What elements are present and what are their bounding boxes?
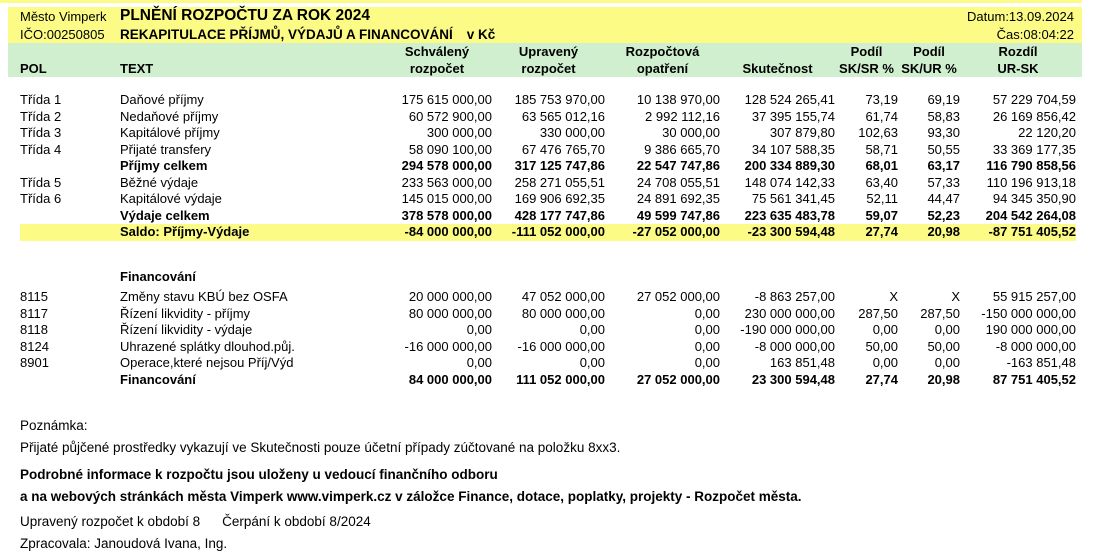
row-label: Nedaňové příjmy	[120, 108, 219, 124]
row-value: 110 196 913,18	[986, 174, 1076, 190]
row-pol: Třída 2	[20, 108, 62, 124]
budget-table	[20, 92, 1076, 241]
row-value: 87 751 405,52	[992, 371, 1076, 387]
top-yellow-strip	[0, 0, 1082, 3]
row-value: 50,00	[865, 338, 898, 354]
col-header-approved-top: Schválený	[404, 44, 470, 59]
table-row	[20, 158, 1076, 175]
row-value: 0,00	[694, 322, 720, 337]
header-line-1	[8, 7, 1082, 25]
table-row	[20, 125, 1076, 142]
table-row	[20, 224, 1076, 241]
row-value: X	[889, 289, 898, 304]
row-value: 0,00	[934, 355, 960, 370]
col-header-measures: opatření	[636, 61, 689, 76]
row-value: -8 000 000,00	[754, 338, 835, 354]
row-value: 428 177 747,86	[514, 207, 605, 223]
row-value: 61,74	[865, 108, 898, 124]
row-value: 300 000,00	[426, 125, 492, 140]
row-label: Řízení likvidity - výdaje	[120, 322, 253, 337]
row-value: 0,00	[934, 322, 960, 337]
report-time: Čas:08:04:22	[996, 26, 1074, 42]
row-value: 22 120,20	[1018, 125, 1076, 140]
row-value: 116 790 858,56	[986, 158, 1076, 173]
row-label: Běžné výdaje	[120, 174, 199, 190]
row-value: 24 891 692,35	[636, 191, 720, 206]
row-value: 111 052 000,00	[516, 371, 605, 387]
row-value: 175 615 000,00	[401, 92, 492, 107]
column-header-band	[8, 43, 1082, 77]
table-row	[20, 142, 1076, 159]
row-label: Daňové příjmy	[120, 92, 204, 107]
row-value: 57,33	[927, 174, 960, 190]
row-value: 63,40	[865, 174, 898, 190]
row-label: Změny stavu KBÚ bez OSFA	[120, 289, 288, 304]
col-header-share-ur: SK/UR %	[901, 61, 957, 76]
row-value: 0,00	[466, 355, 492, 370]
col-header-adjusted: rozpočet	[521, 61, 576, 76]
col-header-diff-top: Rozdíl	[998, 44, 1038, 59]
col-header-actual: Skutečnost	[742, 61, 813, 76]
row-value: 52,11	[866, 191, 898, 206]
row-value: 58,83	[927, 108, 960, 124]
col-header-text: TEXT	[120, 61, 154, 76]
row-value: 0,00	[694, 355, 720, 370]
row-pol	[20, 208, 120, 225]
row-value: 68,01	[865, 158, 898, 173]
row-value: 0,00	[466, 322, 492, 337]
org-name: Město Vimperk	[20, 8, 107, 24]
row-value: 55 915 257,00	[992, 289, 1076, 304]
row-value: 63 565 012,16	[521, 108, 605, 124]
row-value: 317 125 747,86	[514, 158, 605, 173]
row-value: 69,19	[927, 92, 960, 107]
row-value: 128 524 265,41	[744, 92, 835, 107]
row-value: -23 300 594,48	[747, 224, 835, 239]
row-value: 0,00	[872, 322, 898, 337]
info-line-1: Podrobné informace k rozpočtu jsou uloženy u vedoucí finančního odboru	[20, 467, 498, 482]
row-value: 190 000 000,00	[985, 322, 1076, 337]
financing-section-title: Financování	[120, 269, 196, 284]
col-header-measures-top: Rozpočtová	[625, 44, 700, 59]
report-date: Datum:13.09.2024	[967, 8, 1074, 24]
row-value: -87 751 405,52	[988, 224, 1076, 239]
row-value: 37 395 155,74	[751, 108, 835, 124]
info-line-2: a na webových stránkách města Vimperk www.vimperk.cz v záložce Finance, dotace, poplatky, projekty - Rozpočet města.	[20, 489, 802, 504]
row-pol: 8115	[20, 289, 48, 304]
financing-table	[20, 289, 1076, 388]
row-value: -16 000 000,00	[404, 338, 492, 354]
row-value: 2 992 112,16	[645, 108, 720, 124]
row-label: Výdaje celkem	[120, 207, 210, 223]
row-value: -163 851,48	[1006, 355, 1076, 370]
row-value: 73,19	[865, 92, 898, 107]
row-pol: 8901	[20, 355, 49, 370]
report-subtitle-text: REKAPITULACE PŘÍJMŮ, VÝDAJŮ A FINANCOVÁNÍ	[120, 26, 453, 42]
row-label: Saldo: Příjmy-Výdaje	[120, 224, 250, 239]
note-text: Přijaté půjčené prostředky vykazují ve Skutečnosti pouze účetní případy zúčtované na položku 8xx3.	[20, 440, 621, 455]
row-value: 307 879,80	[769, 125, 835, 140]
row-value: 330 000,00	[539, 125, 605, 140]
table-row	[20, 372, 1076, 389]
row-value: 52,23	[927, 207, 960, 223]
row-pol: 8124	[20, 338, 49, 354]
table-row	[20, 208, 1076, 225]
table-row	[20, 322, 1076, 339]
row-value: 10 138 970,00	[636, 92, 720, 107]
header-line-2	[8, 25, 1082, 43]
row-value: 148 074 142,33	[744, 174, 835, 190]
row-value: -8 863 257,00	[754, 289, 835, 304]
row-value: 57 229 704,59	[992, 92, 1076, 107]
row-pol	[20, 158, 120, 175]
prepared-by: Zpracovala: Janoudová Ivana, Ing.	[20, 536, 228, 551]
col-header-pol: POL	[20, 61, 47, 76]
row-value: 67 476 765,70	[521, 141, 605, 157]
row-value: 145 015 000,00	[401, 191, 492, 206]
row-value: 233 563 000,00	[401, 174, 492, 190]
column-header-row-1	[20, 43, 1076, 60]
row-value: 102,63	[858, 125, 898, 140]
row-value: 44,47	[927, 191, 960, 206]
row-value: 169 906 692,35	[514, 191, 605, 206]
row-value: 20,98	[927, 224, 960, 239]
row-value: 59,07	[865, 207, 898, 223]
row-value: 258 271 055,51	[514, 174, 605, 190]
col-header-share-sr-top: Podíl	[850, 44, 883, 59]
org-ico: IČO:00250805	[20, 26, 105, 42]
row-label: Financování	[120, 371, 196, 387]
row-label: Přijaté transfery	[120, 141, 212, 157]
row-value: 163 851,48	[769, 355, 835, 370]
report-header-band	[8, 7, 1082, 43]
row-pol: 8117	[20, 305, 48, 321]
row-value: 80 000 000,00	[408, 305, 492, 321]
row-value: 287,50	[920, 305, 960, 321]
row-value: -150 000 000,00	[981, 305, 1076, 321]
row-value: 23 300 594,48	[751, 371, 835, 387]
row-value: 80 000 000,00	[521, 305, 605, 321]
period-drawn: Čerpání k období 8/2024	[222, 514, 371, 529]
row-value: 84 000 000,00	[408, 371, 492, 387]
row-value: 0,00	[872, 355, 898, 370]
row-value: 20 000 000,00	[408, 289, 492, 304]
row-pol	[20, 372, 120, 389]
table-row	[20, 339, 1076, 356]
table-row	[20, 289, 1076, 306]
row-value: 9 386 665,70	[644, 141, 720, 157]
row-value: 47 052 000,00	[521, 289, 605, 304]
row-value: 34 107 588,35	[751, 141, 835, 157]
row-pol: Třída 4	[20, 141, 62, 157]
row-value: 60 572 900,00	[408, 108, 492, 124]
row-label: Uhrazené splátky dlouhod.půj.	[120, 338, 295, 354]
table-row	[20, 355, 1076, 372]
row-value: -190 000 000,00	[740, 322, 835, 337]
row-value: 0,00	[579, 355, 605, 370]
row-value: 49 599 747,86	[636, 207, 720, 223]
row-value: 63,17	[927, 158, 960, 173]
row-value: -27 052 000,00	[632, 224, 720, 239]
row-value: 58 090 100,00	[408, 141, 492, 157]
row-value: 0,00	[694, 305, 720, 321]
row-value: 27,74	[865, 224, 898, 239]
period-line	[20, 514, 371, 529]
table-row	[20, 191, 1076, 208]
row-value: 24 708 055,51	[636, 174, 720, 190]
note-label: Poznámka:	[20, 418, 88, 433]
currency-unit: v Kč	[466, 26, 496, 42]
col-header-pol-top	[20, 43, 120, 60]
row-value: 27,74	[865, 371, 898, 387]
row-value: 287,50	[858, 305, 898, 321]
row-value: 294 578 000,00	[401, 158, 492, 173]
report-title: PLNĚNÍ ROZPOČTU ZA ROK 2024	[120, 7, 371, 24]
col-header-share-ur-top: Podíl	[913, 44, 945, 59]
col-header-actual-top	[720, 43, 835, 60]
row-label: Operace,které nejsou Příj/Výd	[120, 355, 294, 370]
table-row	[20, 306, 1076, 323]
row-value: 200 334 889,30	[744, 158, 835, 173]
row-pol: Třída 5	[20, 174, 62, 190]
period-adjusted: Upravený rozpočet k období 8	[20, 514, 201, 529]
row-pol	[20, 224, 120, 241]
col-header-adjusted-top: Upravený	[518, 44, 579, 59]
col-header-share-sr: SK/SR %	[839, 61, 894, 76]
row-value: 20,98	[927, 371, 960, 387]
row-label: Řízení likvidity - příjmy	[120, 305, 251, 321]
row-value: 30 000,00	[662, 125, 720, 140]
report-subtitle	[120, 27, 997, 42]
col-header-text-top	[120, 43, 382, 60]
row-value: 0,00	[694, 338, 720, 354]
row-value: 378 578 000,00	[401, 207, 492, 223]
row-value: -111 052 000,00	[511, 224, 605, 239]
row-value: 230 000 000,00	[744, 305, 835, 321]
row-pol: Třída 6	[20, 191, 62, 206]
row-value: 50,00	[927, 338, 960, 354]
row-value: 50,55	[927, 141, 960, 157]
row-value: X	[951, 289, 960, 304]
row-value: 0,00	[579, 322, 605, 337]
row-value: 33 369 177,35	[992, 141, 1076, 157]
row-value: 75 561 341,45	[751, 191, 835, 206]
row-value: 27 052 000,00	[636, 371, 720, 387]
row-label: Příjmy celkem	[120, 158, 208, 173]
row-value: 22 547 747,86	[636, 158, 720, 173]
row-value: -84 000 000,00	[404, 224, 492, 239]
col-header-diff: UR-SK	[997, 61, 1039, 76]
row-value: -8 000 000,00	[995, 338, 1076, 354]
row-value: 223 635 483,78	[744, 207, 835, 223]
table-row	[20, 109, 1076, 126]
row-value: 94 345 350,90	[992, 191, 1076, 206]
row-pol: Třída 1	[20, 92, 62, 107]
row-value: 27 052 000,00	[636, 289, 720, 304]
col-header-approved: rozpočet	[409, 61, 465, 76]
row-label: Kapitálové výdaje	[120, 191, 222, 206]
row-pol: Třída 3	[20, 125, 62, 140]
row-value: -16 000 000,00	[517, 338, 605, 354]
row-value: 26 169 856,42	[992, 108, 1076, 124]
row-value: 58,71	[865, 141, 898, 157]
row-value: 204 542 264,08	[985, 207, 1076, 223]
table-row	[20, 92, 1076, 109]
row-value: 93,30	[927, 125, 960, 140]
row-value: 185 753 970,00	[514, 92, 605, 107]
row-pol: 8118	[20, 322, 48, 337]
table-row	[20, 175, 1076, 192]
column-header-row-2	[20, 60, 1076, 77]
row-label: Kapitálové příjmy	[120, 125, 220, 140]
